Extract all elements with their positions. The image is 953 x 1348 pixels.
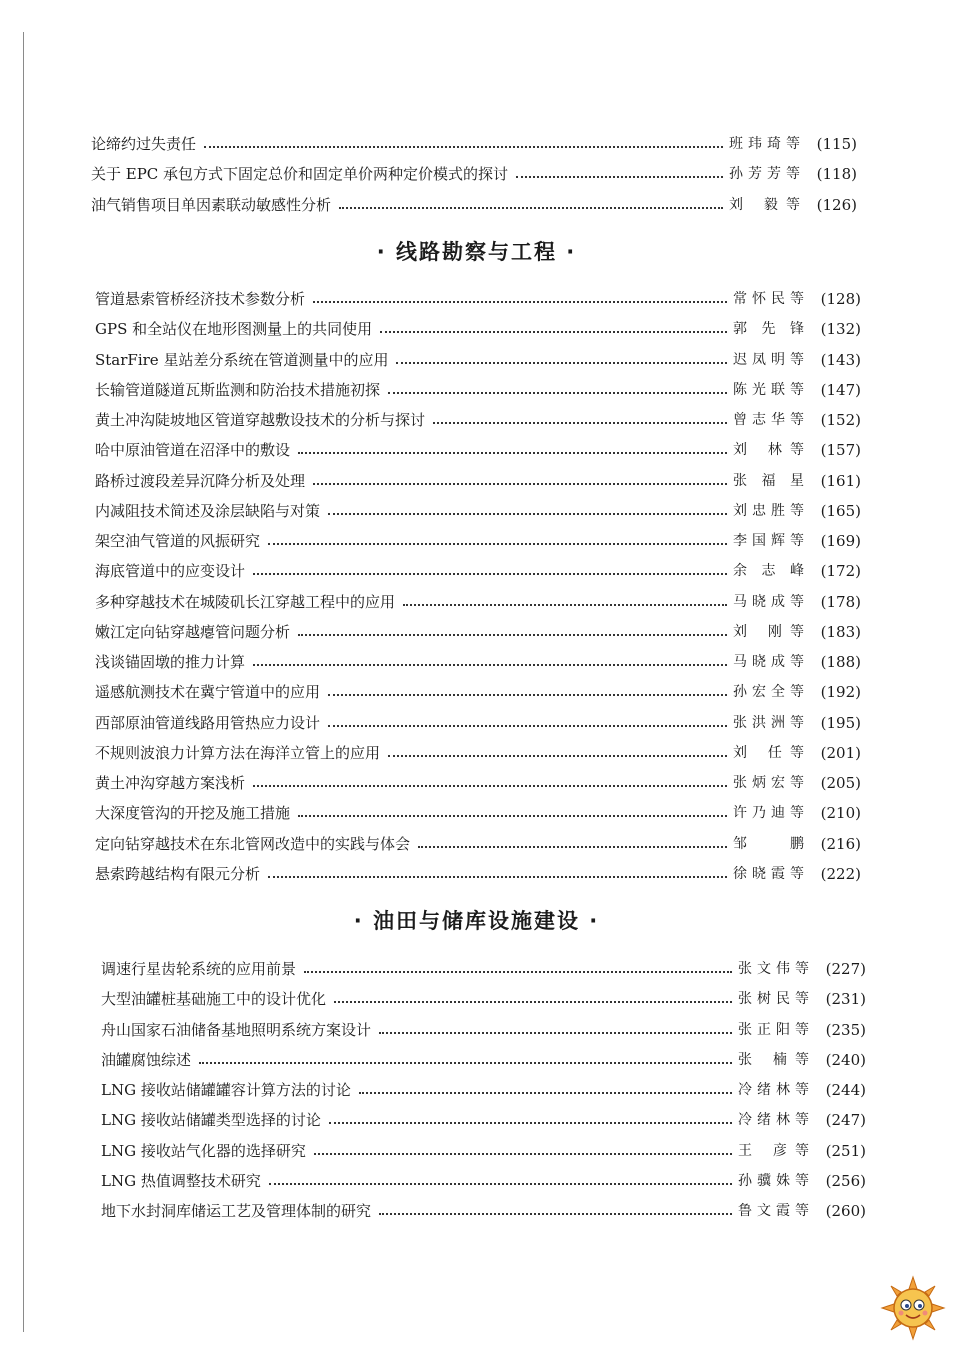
entry-author: 陈光联等 bbox=[733, 382, 805, 398]
entry-page-number: (256) bbox=[825, 1172, 866, 1190]
entry-author: 张正阳等 bbox=[738, 1022, 810, 1038]
toc-entry bbox=[101, 986, 866, 1008]
entry-author: 刘 刚等 bbox=[733, 624, 805, 640]
dot-leader bbox=[339, 207, 723, 209]
toc-entry bbox=[91, 131, 857, 153]
toc-entry bbox=[95, 831, 861, 853]
dot-leader bbox=[388, 755, 727, 757]
toc-entry bbox=[95, 619, 861, 641]
toc-entry bbox=[91, 161, 857, 183]
toc-entry bbox=[101, 956, 866, 978]
entry-author: 曾志华等 bbox=[733, 412, 805, 428]
entry-title: 嫩江定向钻穿越瘪管问题分析 bbox=[95, 623, 291, 641]
entry-page-number: (143) bbox=[820, 351, 861, 369]
entry-title: LNG 接收站储罐类型选择的讨论 bbox=[101, 1111, 321, 1129]
toc-entry bbox=[95, 649, 861, 671]
dot-leader bbox=[199, 1062, 732, 1064]
entry-title: 调速行星齿轮系统的应用前景 bbox=[101, 960, 297, 978]
entry-author: 余志峰 bbox=[733, 563, 805, 579]
entry-author: 马晓成等 bbox=[733, 654, 805, 670]
entry-title: 大深度管沟的开挖及施工措施 bbox=[95, 804, 291, 822]
entry-page-number: (165) bbox=[820, 502, 861, 520]
toc-entry bbox=[95, 770, 861, 792]
entry-title: 悬索跨越结构有限元分析 bbox=[95, 865, 261, 883]
dot-leader bbox=[253, 664, 727, 666]
entry-author: 张福星 bbox=[733, 473, 805, 489]
dot-leader bbox=[379, 1213, 732, 1215]
entry-author: 徐晓霞等 bbox=[733, 866, 805, 882]
toc-entry bbox=[95, 528, 861, 550]
toc-entry bbox=[95, 498, 861, 520]
entry-author: 孙宏全等 bbox=[733, 684, 805, 700]
entry-author: 李国辉等 bbox=[733, 533, 805, 549]
dot-leader bbox=[313, 301, 727, 303]
entry-title: 内减阻技术简述及涂层缺陷与对策 bbox=[95, 502, 321, 520]
entry-title: StarFire 星站差分系统在管道测量中的应用 bbox=[95, 351, 389, 369]
dot-leader bbox=[268, 543, 727, 545]
entry-page-number: (244) bbox=[825, 1081, 866, 1099]
entry-title: 油罐腐蚀综述 bbox=[101, 1051, 192, 1069]
entry-title: 多种穿越技术在城陵矶长江穿越工程中的应用 bbox=[95, 593, 396, 611]
dot-leader bbox=[269, 1183, 732, 1185]
entry-page-number: (152) bbox=[820, 411, 861, 429]
entry-author: 刘 任等 bbox=[733, 745, 805, 761]
entry-author: 张文伟等 bbox=[738, 961, 810, 977]
toc-entry bbox=[101, 1017, 866, 1039]
toc-entry bbox=[95, 558, 861, 580]
entry-page-number: (157) bbox=[820, 441, 861, 459]
entry-page-number: (115) bbox=[816, 135, 857, 153]
entry-title: LNG 接收站气化器的选择研究 bbox=[101, 1142, 306, 1160]
entry-title: 浅谈锚固墩的推力计算 bbox=[95, 653, 246, 671]
entry-title: 长输管道隧道瓦斯监测和防治技术措施初探 bbox=[95, 381, 381, 399]
dot-leader bbox=[329, 1122, 732, 1124]
entry-title: 舟山国家石油储备基地照明系统方案设计 bbox=[101, 1021, 372, 1039]
entry-page-number: (172) bbox=[820, 562, 861, 580]
entry-page-number: (235) bbox=[825, 1021, 866, 1039]
entry-author: 王 彦等 bbox=[738, 1143, 810, 1159]
entry-page-number: (128) bbox=[820, 290, 861, 308]
dot-leader bbox=[313, 483, 727, 485]
entry-title: 不规则波浪力计算方法在海洋立管上的应用 bbox=[95, 744, 381, 762]
entry-title: 管道悬索管桥经济技术参数分析 bbox=[95, 290, 306, 308]
entry-page-number: (188) bbox=[820, 653, 861, 671]
toc-entry bbox=[95, 589, 861, 611]
entry-author: 郭先锋 bbox=[733, 321, 805, 337]
toc-entry bbox=[95, 437, 861, 459]
toc-entry bbox=[95, 316, 861, 338]
toc-entry bbox=[95, 710, 861, 732]
entry-page-number: (183) bbox=[820, 623, 861, 641]
entry-page-number: (201) bbox=[820, 744, 861, 762]
entry-page-number: (118) bbox=[816, 165, 857, 183]
toc-entry bbox=[91, 192, 857, 214]
toc-entry bbox=[95, 800, 861, 822]
entry-title: LNG 热值调整技术研究 bbox=[101, 1172, 261, 1190]
entry-title: LNG 接收站储罐罐容计算方法的讨论 bbox=[101, 1081, 351, 1099]
entry-page-number: (240) bbox=[825, 1051, 866, 1069]
entry-page-number: (227) bbox=[825, 960, 866, 978]
dot-leader bbox=[516, 176, 723, 178]
entry-title: 大型油罐桩基础施工中的设计优化 bbox=[101, 990, 327, 1008]
entry-page-number: (251) bbox=[825, 1142, 866, 1160]
entry-author: 马晓成等 bbox=[733, 594, 805, 610]
entry-author: 孙骥姝等 bbox=[738, 1173, 810, 1189]
entry-author: 鲁文霞等 bbox=[738, 1203, 810, 1219]
dot-leader bbox=[298, 452, 727, 454]
dot-leader bbox=[298, 815, 727, 817]
entry-title: 架空油气管道的风振研究 bbox=[95, 532, 261, 550]
dot-leader bbox=[298, 634, 727, 636]
entry-page-number: (132) bbox=[820, 320, 861, 338]
entry-page-number: (247) bbox=[825, 1111, 866, 1129]
entry-author: 冷绪林等 bbox=[738, 1082, 810, 1098]
dot-leader bbox=[396, 362, 727, 364]
entry-page-number: (192) bbox=[820, 683, 861, 701]
dot-leader bbox=[314, 1153, 732, 1155]
dot-leader bbox=[359, 1092, 732, 1094]
toc-entry bbox=[95, 286, 861, 308]
entry-page-number: (178) bbox=[820, 593, 861, 611]
dot-leader bbox=[379, 1032, 732, 1034]
entry-author: 冷绪林等 bbox=[738, 1112, 810, 1128]
entry-author: 孙芳芳等 bbox=[729, 166, 801, 182]
dot-leader bbox=[268, 876, 727, 878]
dot-leader bbox=[328, 725, 727, 727]
entry-author: 张 楠等 bbox=[738, 1052, 810, 1068]
sun-mascot-icon bbox=[880, 1275, 946, 1341]
entry-author: 班玮琦等 bbox=[729, 136, 801, 152]
entry-title: 论缔约过失责任 bbox=[91, 135, 197, 153]
entry-page-number: (126) bbox=[816, 196, 857, 214]
section-heading: · 线路勘察与工程 · bbox=[376, 240, 577, 264]
dot-leader bbox=[334, 1001, 732, 1003]
toc-entry bbox=[95, 407, 861, 429]
entry-title: 油气销售项目单因素联动敏感性分析 bbox=[91, 196, 332, 214]
toc-entry bbox=[95, 468, 861, 490]
toc-entry bbox=[95, 377, 861, 399]
entry-title: GPS 和全站仪在地形图测量上的共同使用 bbox=[95, 320, 373, 338]
entry-title: 哈中原油管道在沼泽中的敷设 bbox=[95, 441, 291, 459]
entry-page-number: (216) bbox=[820, 835, 861, 853]
entry-author: 邹 鹏 bbox=[733, 836, 805, 852]
entry-author: 迟凤明等 bbox=[733, 352, 805, 368]
toc-entry bbox=[95, 679, 861, 701]
section-heading: · 油田与储库设施建设 · bbox=[353, 909, 600, 933]
page-binding-line bbox=[23, 32, 24, 1332]
toc-entry bbox=[95, 861, 861, 883]
toc-entry bbox=[101, 1077, 866, 1099]
entry-page-number: (210) bbox=[820, 804, 861, 822]
dot-leader bbox=[328, 513, 727, 515]
entry-author: 张洪洲等 bbox=[733, 715, 805, 731]
dot-leader bbox=[253, 573, 727, 575]
entry-title: 路桥过渡段差异沉降分析及处理 bbox=[95, 472, 306, 490]
entry-page-number: (161) bbox=[820, 472, 861, 490]
entry-title: 黄土冲沟穿越方案浅析 bbox=[95, 774, 246, 792]
entry-author: 刘 林等 bbox=[733, 442, 805, 458]
entry-author: 张树民等 bbox=[738, 991, 810, 1007]
entry-page-number: (205) bbox=[820, 774, 861, 792]
entry-page-number: (231) bbox=[825, 990, 866, 1008]
entry-title: 地下水封洞库储运工艺及管理体制的研究 bbox=[101, 1202, 372, 1220]
entry-page-number: (222) bbox=[820, 865, 861, 883]
entry-author: 刘 毅等 bbox=[729, 197, 801, 213]
toc-entry bbox=[95, 347, 861, 369]
entry-title: 黄土冲沟陡坡地区管道穿越敷设技术的分析与探讨 bbox=[95, 411, 426, 429]
toc-entry bbox=[101, 1198, 866, 1220]
dot-leader bbox=[328, 694, 727, 696]
toc-entry bbox=[101, 1168, 866, 1190]
entry-page-number: (147) bbox=[820, 381, 861, 399]
entry-title: 海底管道中的应变设计 bbox=[95, 562, 246, 580]
entry-title: 定向钻穿越技术在东北管网改造中的实践与体会 bbox=[95, 835, 411, 853]
entry-page-number: (169) bbox=[820, 532, 861, 550]
dot-leader bbox=[253, 785, 727, 787]
dot-leader bbox=[433, 422, 727, 424]
entry-page-number: (260) bbox=[825, 1202, 866, 1220]
entry-title: 遥感航测技术在冀宁管道中的应用 bbox=[95, 683, 321, 701]
dot-leader bbox=[403, 604, 727, 606]
dot-leader bbox=[380, 331, 727, 333]
toc-entry bbox=[101, 1138, 866, 1160]
entry-author: 张炳宏等 bbox=[733, 775, 805, 791]
entry-title: 关于 EPC 承包方式下固定总价和固定单价两种定价模式的探讨 bbox=[91, 165, 509, 183]
entry-author: 常怀民等 bbox=[733, 291, 805, 307]
entry-author: 刘忠胜等 bbox=[733, 503, 805, 519]
toc-entry bbox=[101, 1047, 866, 1069]
entry-author: 许乃迪等 bbox=[733, 805, 805, 821]
entry-title: 西部原油管道线路用管热应力设计 bbox=[95, 714, 321, 732]
dot-leader bbox=[304, 971, 732, 973]
entry-page-number: (195) bbox=[820, 714, 861, 732]
dot-leader bbox=[204, 146, 723, 148]
toc-entry bbox=[101, 1107, 866, 1129]
toc-entry bbox=[95, 740, 861, 762]
dot-leader bbox=[418, 846, 727, 848]
dot-leader bbox=[388, 392, 727, 394]
